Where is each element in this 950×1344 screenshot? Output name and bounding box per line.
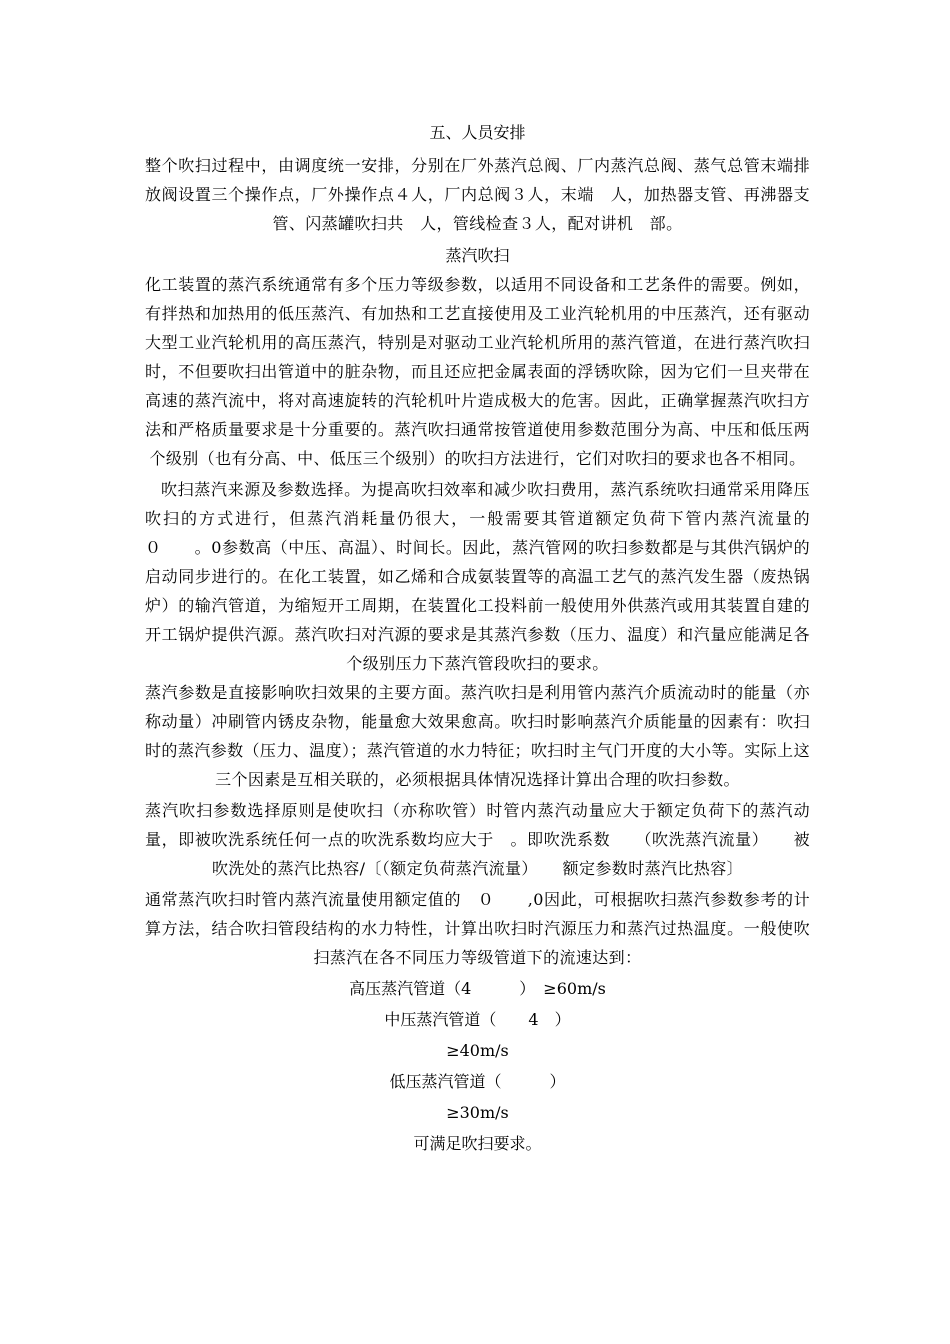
paragraph-flow-velocity: 通常蒸汽吹扫时管内蒸汽流量使用额定值的 ０ ,0因此，可根据吹扫蒸汽参数参考的计算方法，结合吹扫管段结构的水力特性，计算出吹扫时汽源压力和蒸汽过热温度。一般使吹扫蒸汽在各不同压力等级管道下的流速达到： bbox=[145, 890, 810, 967]
line-high-pressure: 高压蒸汽管道（4 ） ≥60m/s bbox=[349, 979, 606, 998]
line-low-pressure-value: ≥30m/s bbox=[446, 1103, 509, 1122]
heading-personnel: 五、人员安排 bbox=[429, 123, 526, 142]
line-medium-pressure: 中压蒸汽管道（ 4 ） bbox=[384, 1010, 571, 1029]
paragraph-selection-principle: 蒸汽吹扫参数选择原则是使吹扫（亦称吹管）时管内蒸汽动量应大于额定负荷下的蒸汽动量，即被吹洗系统任何一点的吹洗系数均应大于 。即吹洗系数 （吹洗蒸汽流量） 被吹洗处的蒸汽比热容/〔（额定负荷蒸汽流量） 额定参数时蒸汽比热容〕 bbox=[145, 801, 810, 878]
paragraph-steam-parameters: 蒸汽参数是直接影响吹扫效果的主要方面。蒸汽吹扫是利用管内蒸汽介质流动时的能量（亦称动量）冲刷管内锈皮杂物，能量愈大效果愈高。吹扫时影响蒸汽介质能量的因素有：吹扫时的蒸汽参数（压力、温度）；蒸汽管道的水力特征；吹扫时主气门开度的大小等。实际上这三个因素是互相关联的，必须根据具体情况选择计算出合理的吹扫参数。 bbox=[145, 683, 810, 789]
heading-steam-purge: 蒸汽吹扫 bbox=[445, 246, 510, 265]
paragraph-steam-system: 化工装置的蒸汽系统通常有多个压力等级参数，以适用不同设备和工艺条件的需要。例如，有拌热和加热用的低压蒸汽、有加热和工艺直接使用及工业汽轮机用的中压蒸汽，还有驱动大型工业汽轮机用的高压蒸汽，特别是对驱动工业汽轮机所用的蒸汽管道，在进行蒸汽吹扫时，不但要吹扫出管道中的脏杂物，而且还应把金属表面的浮锈吹除，因为它们一旦夹带在高速的蒸汽流中，将对高速旋转的汽轮机叶片造成极大的危害。因此，正确掌握蒸汽吹扫方法和严格质量要求是十分重要的。蒸汽吹扫通常按管道使用参数范围分为高、中压和低压两个级别（也有分高、中、低压三个级别）的吹扫方法进行，它们对吹扫的要求也各不相同。 bbox=[145, 275, 810, 468]
line-low-pressure: 低压蒸汽管道（ ） bbox=[389, 1072, 566, 1091]
personnel-paragraph: 整个吹扫过程中，由调度统一安排，分别在厂外蒸汽总阀、厂内蒸汽总阀、蒸气总管末端排放阀设置三个操作点，厂外操作点４人，厂内总阀３人，末端 人，加热器支管、再沸器支管、闪蒸罐吹扫共 人，管线检查３人，配对讲机 部。 bbox=[145, 156, 810, 233]
line-medium-pressure-value: ≥40m/s bbox=[446, 1041, 509, 1060]
paragraph-steam-source: 吹扫蒸汽来源及参数选择。为提高吹扫效率和减少吹扫费用，蒸汽系统吹扫通常采用降压吹扫的方式进行，但蒸汽消耗量仍很大，一般需要其管道额定负荷下管内蒸汽流量的０ 。0参数高（中压、高温）、时间长。因此，蒸汽管网的吹扫参数都是与其供汽锅炉的启动同步进行的。在化工装置，如乙烯和合成氨装置等的高温工艺气的蒸汽发生器（废热锅炉）的输汽管道，为缩短开工周期，在装置化工投料前一般使用外供蒸汽或用其装置自建的开工锅炉提供汽源。蒸汽吹扫对汽源的要求是其蒸汽参数（压力、温度）和汽量应能满足各个级别压力下蒸汽管段吹扫的要求。 bbox=[145, 480, 810, 673]
closing-line: 可满足吹扫要求。 bbox=[413, 1134, 542, 1153]
document-page bbox=[145, 118, 810, 1158]
